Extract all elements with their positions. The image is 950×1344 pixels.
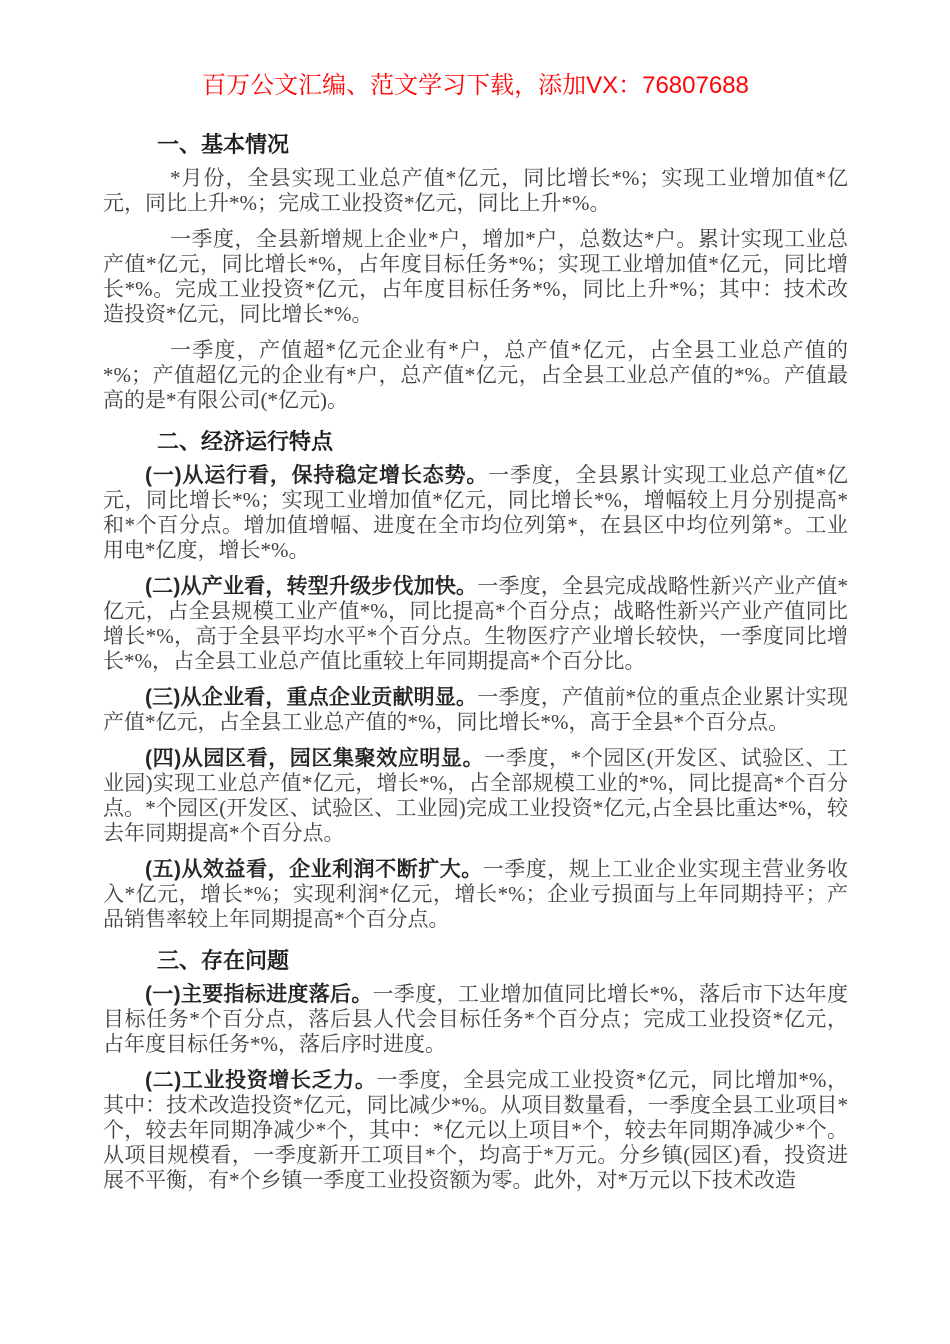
- paragraph: [103, 1068, 848, 1193]
- paragraph: 一季度，全县新增规上企业*户，增加*户，总数达*户。累计实现工业总产值*亿元，同比增长*%，占年度目标任务*%；实现工业增加值*亿元，同比增长*%。完成工业投资*亿元，占年度目标任务*%，同比上升*%；其中：技术改造投资*亿元，同比增长*%。: [103, 227, 848, 326]
- para-text: 一季度，全县完成战略性新兴产业产值*亿元，占全县规模工业产值*%，同比提高*个百分点；战略性新兴产业产值同比增长*%，高于全县平均水平*个百分点。生物医疗产业增长较快，一季度同比增长*%，占全县工业总产值比重较上年同期提高*个百分比。: [103, 574, 848, 673]
- para-text: 一季度，全县累计实现工业总产值*亿元，同比增长*%；实现工业增加值*亿元，同比增长*%，增幅较上月分别提高*和*个百分点。增加值增幅、进度在全市均位列第*，在县区中均位列第*。工业用电*亿度，增长*%。: [103, 463, 848, 562]
- para-lead: (三)从企业看，重点企业贡献明显。: [145, 686, 478, 709]
- section-heading-existing-problems: 三、存在问题: [157, 948, 290, 973]
- promo-header: 百万公文汇编、范文学习下载，添加VX：76807688: [202, 72, 749, 99]
- paragraph: [103, 982, 848, 1057]
- para-lead: (四)从园区看，园区集聚效应明显。: [145, 747, 485, 770]
- paragraph: [103, 685, 848, 735]
- paragraph: [103, 857, 848, 932]
- para-text: 一季度，规上工业企业实现主营业务收入*亿元，增长*%；实现利润*亿元，增长*%；企业亏损面与上年同期持平；产品销售率较上年同期提高*个百分点。: [103, 857, 848, 931]
- paragraph: [103, 463, 848, 563]
- paragraph: [103, 574, 848, 674]
- para-text: 一季度，全县完成工业投资*亿元，同比增加*%，其中：技术改造投资*亿元，同比减少*%。从项目数量看，一季度全县工业项目*个，较去年同期净减少*个，其中：*亿元以上项目*个，较去年同期净减少*个。从项目规模看，一季度新开工项目*个，均高于*万元。分乡镇(园区)看，投资进展不平衡，有*个乡镇一季度工业投资额为零。此外，对*万元以下技术改造: [103, 1068, 848, 1192]
- para-lead: (二)从产业看，转型升级步伐加快。: [145, 575, 478, 598]
- paragraph: [103, 746, 848, 846]
- paragraph: *月份，全县实现工业总产值*亿元，同比增长*%；实现工业增加值*亿元，同比上升*%；完成工业投资*亿元，同比上升*%。: [103, 166, 848, 215]
- para-text: 一季度，*个园区(开发区、试验区、工业园)实现工业总产值*亿元，增长*%，占全部规模工业的*%，同比提高*个百分点。*个园区(开发区、试验区、工业园)完成工业投资*亿元,占全县比重达*%，较去年同期提高*个百分点。: [103, 746, 848, 845]
- para-lead: (五)从效益看，企业利润不断扩大。: [145, 858, 483, 881]
- para-text: 一季度，产值前*位的重点企业累计实现产值*亿元，占全县工业总产值的*%，同比增长*%，高于全县*个百分点。: [103, 685, 848, 734]
- para-text: 一季度，工业增加值同比增长*%，落后市下达年度目标任务*个百分点，落后县人代会目标任务*个百分点；完成工业投资*亿元，占年度目标任务*%，落后序时进度。: [103, 982, 848, 1056]
- section-heading-economic-features: 二、经济运行特点: [157, 429, 334, 454]
- paragraph: 一季度，产值超*亿元企业有*户，总产值*亿元，占全县工业总产值的*%；产值超亿元的企业有*户，总产值*亿元，占全县工业总产值的*%。产值最高的是*有限公司(*亿元)。: [103, 338, 848, 412]
- section-heading-basic-situation: 一、基本情况: [157, 132, 290, 157]
- para-lead: (一)从运行看，保持稳定增长态势。: [145, 464, 489, 487]
- para-lead: (二)工业投资增长乏力。: [145, 1069, 377, 1092]
- para-lead: (一)主要指标进度落后。: [145, 983, 373, 1006]
